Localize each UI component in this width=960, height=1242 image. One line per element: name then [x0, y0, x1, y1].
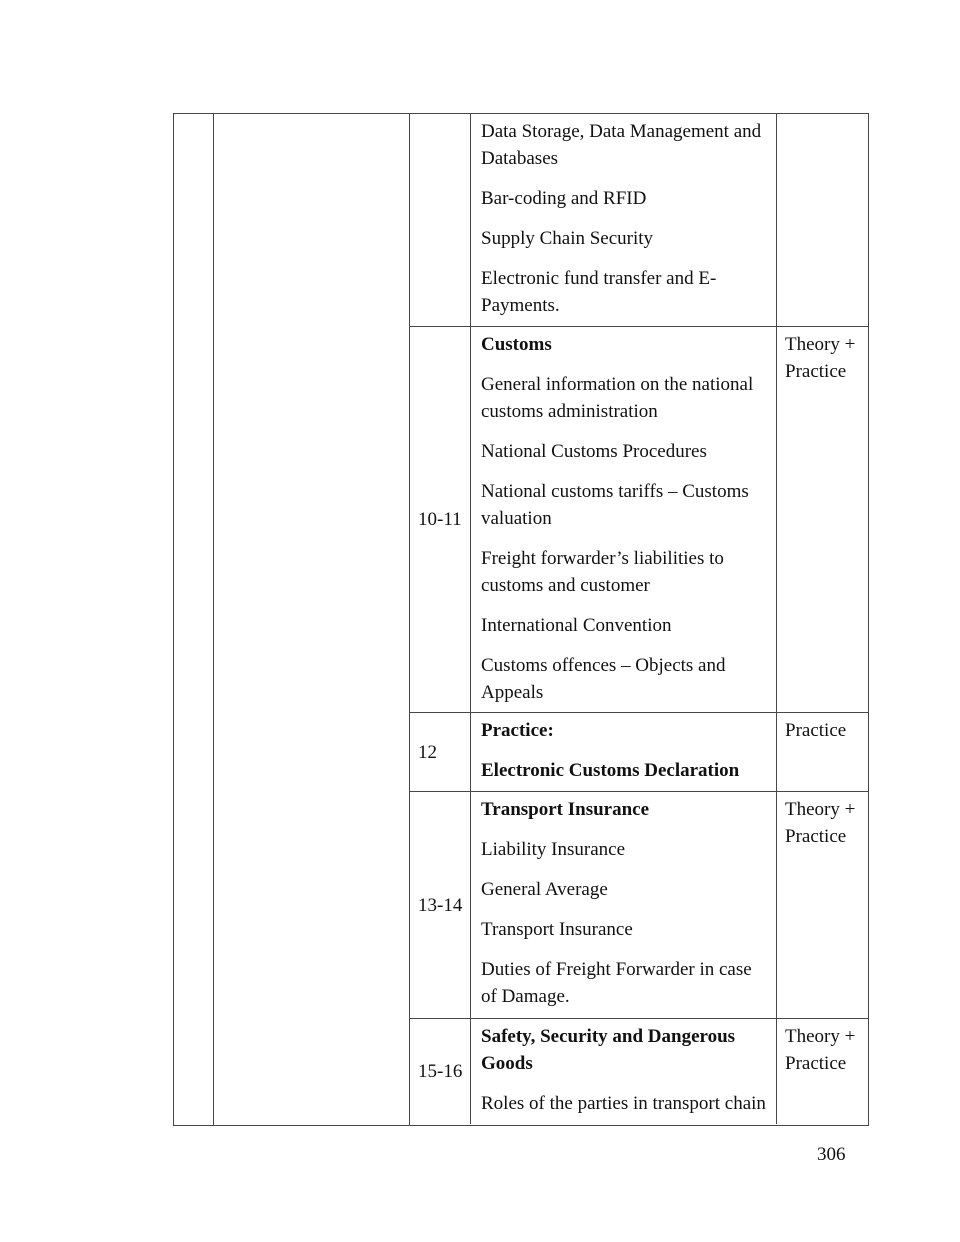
topic-paragraph: General Average	[481, 879, 608, 900]
week-cell: 12	[410, 713, 471, 791]
topic-paragraph: Freight forwarder’s liabilities to customs and customer	[481, 548, 724, 596]
session-type-cell	[777, 713, 868, 791]
topic-paragraph: National Customs Procedures	[481, 441, 707, 462]
topic-paragraph: Customs	[481, 334, 552, 355]
topic-paragraph: International Convention	[481, 615, 672, 636]
topic-paragraph: Bar-coding and RFID	[481, 188, 647, 209]
topic-paragraph: Customs offences – Objects and Appeals	[481, 655, 726, 703]
topic-paragraph: Liability Insurance	[481, 839, 626, 860]
table-row	[410, 1018, 868, 1124]
topics-cell	[471, 114, 777, 326]
topic-paragraph: Electronic fund transfer and E-Payments.	[481, 268, 717, 316]
course-schedule-table	[173, 113, 869, 1126]
page-number: 306	[817, 1144, 846, 1165]
session-type-label: Theory + Practice	[785, 1026, 856, 1074]
table-row	[410, 326, 868, 712]
topics-cell	[471, 327, 777, 712]
session-type-cell	[777, 792, 868, 1018]
topic-paragraph: Roles of the parties in transport chain	[481, 1093, 766, 1114]
table-row	[410, 114, 868, 326]
session-type-cell	[777, 327, 868, 712]
topic-paragraph: Duties of Freight Forwarder in case of Damage.	[481, 959, 752, 1007]
topic-paragraph: National customs tariffs – Customs valuation	[481, 481, 749, 529]
week-cell: 15-16	[410, 1019, 471, 1124]
left-column-2	[214, 114, 410, 1125]
topic-paragraph: Transport Insurance	[481, 799, 650, 820]
session-type-cell	[777, 1019, 868, 1124]
topic-paragraph: Transport Insurance	[481, 919, 633, 940]
session-type-cell	[777, 114, 868, 326]
topics-cell	[471, 792, 777, 1018]
topics-cell	[471, 713, 777, 791]
topic-paragraph: Supply Chain Security	[481, 228, 654, 249]
session-type-label: Theory + Practice	[785, 334, 856, 382]
week-cell: 10-11	[410, 327, 471, 712]
week-cell: 13-14	[410, 792, 471, 1018]
topic-paragraph: General information on the national customs administration	[481, 374, 754, 422]
table-row	[410, 791, 868, 1018]
topic-paragraph: Electronic Customs Declaration	[481, 760, 740, 781]
schedule-rows	[410, 114, 868, 1125]
table-row	[410, 712, 868, 791]
topic-paragraph: Safety, Security and Dangerous Goods	[481, 1026, 736, 1074]
session-type-label: Theory + Practice	[785, 799, 856, 847]
topic-paragraph: Practice:	[481, 720, 554, 741]
session-type-label: Practice	[785, 720, 847, 741]
left-column-1	[174, 114, 214, 1125]
topics-cell	[471, 1019, 777, 1124]
week-cell	[410, 114, 471, 326]
topic-paragraph: Data Storage, Data Management and Databases	[481, 121, 762, 169]
